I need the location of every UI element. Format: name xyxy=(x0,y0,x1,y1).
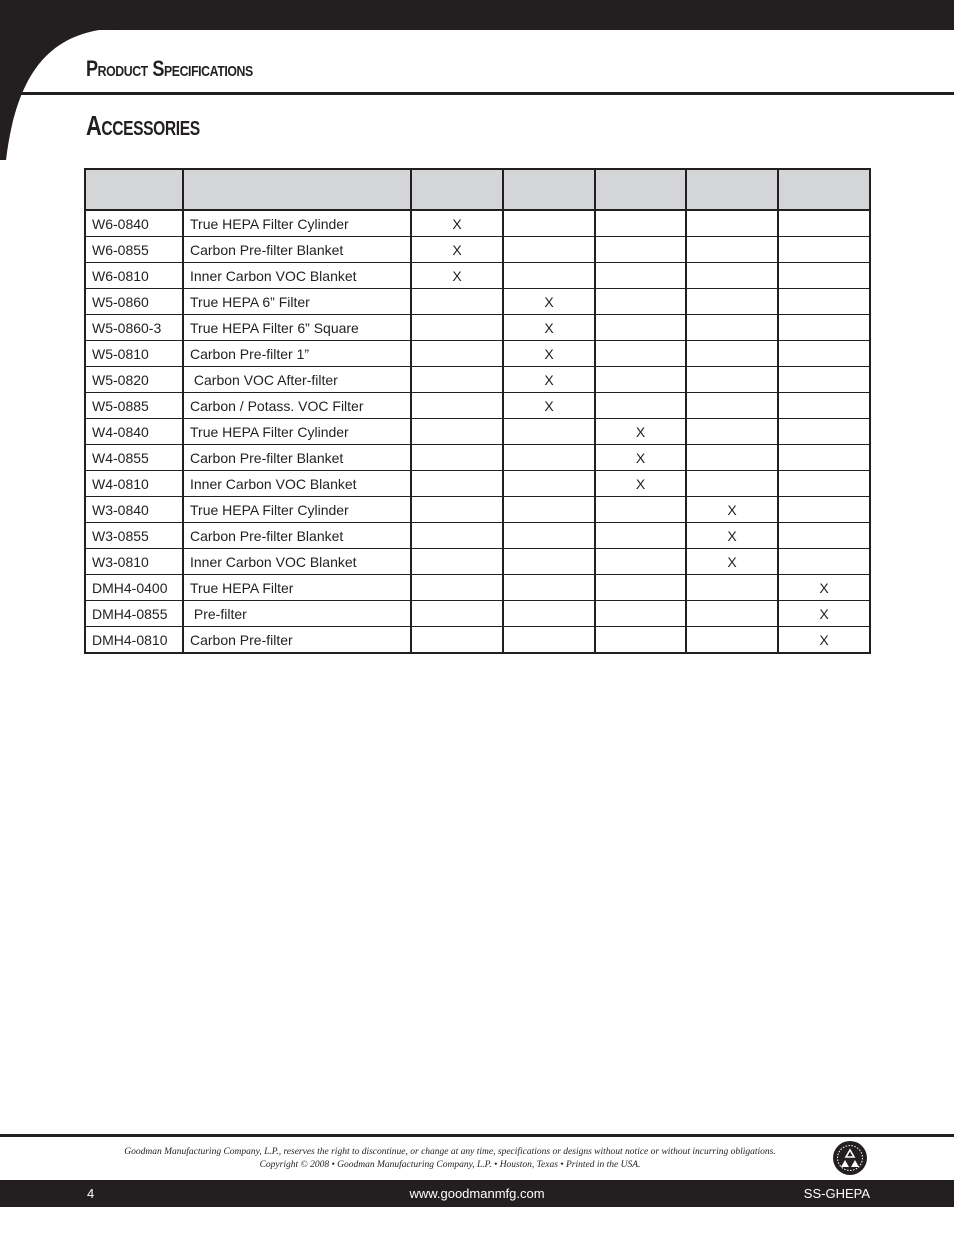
description-cell: Carbon / Potass. VOC Filter xyxy=(183,393,411,419)
recycle-icon xyxy=(832,1140,868,1176)
compatibility-mark-cell xyxy=(595,237,686,263)
part-number-cell: W6-0810 xyxy=(85,263,183,289)
compatibility-mark-cell xyxy=(686,263,778,289)
part-number-cell: W5-0820 xyxy=(85,367,183,393)
compatibility-mark-cell: X xyxy=(778,627,870,654)
compatibility-mark-cell xyxy=(778,237,870,263)
column-header xyxy=(411,169,503,210)
compatibility-mark-cell xyxy=(503,523,595,549)
compatibility-mark-cell xyxy=(595,210,686,237)
table-row xyxy=(85,601,870,627)
part-number-cell: DMH4-0810 xyxy=(85,627,183,654)
page-heading: Accessories xyxy=(86,110,200,141)
column-header xyxy=(183,169,411,210)
table-body xyxy=(85,210,870,653)
compatibility-mark-cell: X xyxy=(686,523,778,549)
column-header xyxy=(686,169,778,210)
description-cell: Carbon VOC After-filter xyxy=(183,367,411,393)
compatibility-mark-cell xyxy=(686,289,778,315)
compatibility-mark-cell xyxy=(778,445,870,471)
compatibility-mark-cell xyxy=(595,341,686,367)
compatibility-mark-cell xyxy=(503,471,595,497)
footer-rule xyxy=(0,1134,954,1137)
compatibility-mark-cell xyxy=(595,263,686,289)
compatibility-mark-cell xyxy=(686,341,778,367)
description-cell: Pre-filter xyxy=(183,601,411,627)
compatibility-mark-cell xyxy=(595,315,686,341)
description-cell: Carbon Pre-filter 1” xyxy=(183,341,411,367)
compatibility-mark-cell xyxy=(686,367,778,393)
table-row xyxy=(85,471,870,497)
column-header xyxy=(503,169,595,210)
part-number-cell: W5-0885 xyxy=(85,393,183,419)
compatibility-mark-cell xyxy=(778,210,870,237)
section-title: Product Specifications xyxy=(86,56,253,81)
compatibility-mark-cell xyxy=(686,471,778,497)
compatibility-mark-cell: X xyxy=(595,445,686,471)
compatibility-mark-cell xyxy=(686,237,778,263)
compatibility-mark-cell xyxy=(503,237,595,263)
description-cell: Carbon Pre-filter Blanket xyxy=(183,523,411,549)
description-cell: True HEPA 6” Filter xyxy=(183,289,411,315)
part-number-cell: W4-0840 xyxy=(85,419,183,445)
part-number-cell: DMH4-0400 xyxy=(85,575,183,601)
compatibility-mark-cell xyxy=(503,601,595,627)
table-row xyxy=(85,237,870,263)
part-number-cell: W3-0810 xyxy=(85,549,183,575)
description-cell: Inner Carbon VOC Blanket xyxy=(183,263,411,289)
compatibility-mark-cell xyxy=(411,601,503,627)
table-row xyxy=(85,263,870,289)
table-row xyxy=(85,497,870,523)
table-row xyxy=(85,315,870,341)
compatibility-mark-cell: X xyxy=(503,341,595,367)
description-cell: Inner Carbon VOC Blanket xyxy=(183,471,411,497)
table-row xyxy=(85,341,870,367)
column-header xyxy=(595,169,686,210)
table-row xyxy=(85,627,870,654)
compatibility-mark-cell xyxy=(595,575,686,601)
compatibility-mark-cell xyxy=(686,601,778,627)
table-row xyxy=(85,210,870,237)
compatibility-mark-cell xyxy=(686,393,778,419)
compatibility-mark-cell: X xyxy=(595,471,686,497)
compatibility-mark-cell xyxy=(503,263,595,289)
compatibility-mark-cell xyxy=(595,393,686,419)
compatibility-mark-cell: X xyxy=(503,393,595,419)
compatibility-mark-cell xyxy=(411,549,503,575)
description-cell: True HEPA Filter Cylinder xyxy=(183,210,411,237)
compatibility-mark-cell xyxy=(595,523,686,549)
copyright-text: Copyright © 2008 • Goodman Manufacturing Company, L.P. • Houston, Texas • Printed in the USA. xyxy=(259,1160,641,1170)
column-header xyxy=(778,169,870,210)
compatibility-mark-cell xyxy=(778,471,870,497)
description-cell: True HEPA Filter Cylinder xyxy=(183,419,411,445)
compatibility-mark-cell xyxy=(595,601,686,627)
document-code: SS-GHEPA xyxy=(803,1186,870,1201)
table-row xyxy=(85,523,870,549)
compatibility-mark-cell: X xyxy=(595,419,686,445)
part-number-cell: W3-0840 xyxy=(85,497,183,523)
compatibility-mark-cell xyxy=(686,315,778,341)
bottom-bar xyxy=(0,1180,954,1207)
top-bar xyxy=(0,0,954,30)
compatibility-mark-cell: X xyxy=(778,601,870,627)
compatibility-mark-cell xyxy=(595,549,686,575)
compatibility-mark-cell xyxy=(778,393,870,419)
compatibility-mark-cell xyxy=(411,445,503,471)
part-number-cell: W3-0855 xyxy=(85,523,183,549)
table-row xyxy=(85,367,870,393)
compatibility-mark-cell xyxy=(503,549,595,575)
website-link[interactable]: www.goodmanmfg.com xyxy=(409,1186,545,1201)
compatibility-mark-cell: X xyxy=(411,237,503,263)
compatibility-mark-cell xyxy=(686,627,778,654)
compatibility-mark-cell xyxy=(778,367,870,393)
table-row xyxy=(85,445,870,471)
compatibility-mark-cell xyxy=(411,523,503,549)
compatibility-mark-cell xyxy=(778,263,870,289)
table-row xyxy=(85,393,870,419)
compatibility-mark-cell xyxy=(686,575,778,601)
compatibility-mark-cell xyxy=(686,419,778,445)
part-number-cell: W4-0810 xyxy=(85,471,183,497)
compatibility-mark-cell xyxy=(503,497,595,523)
compatibility-mark-cell: X xyxy=(686,497,778,523)
compatibility-mark-cell xyxy=(778,497,870,523)
part-number-cell: W5-0860 xyxy=(85,289,183,315)
compatibility-mark-cell xyxy=(778,289,870,315)
compatibility-mark-cell: X xyxy=(411,210,503,237)
compatibility-mark-cell xyxy=(686,445,778,471)
part-number-cell: W4-0855 xyxy=(85,445,183,471)
description-cell: True HEPA Filter Cylinder xyxy=(183,497,411,523)
compatibility-mark-cell xyxy=(686,210,778,237)
part-number-cell: DMH4-0855 xyxy=(85,601,183,627)
compatibility-mark-cell xyxy=(503,419,595,445)
compatibility-mark-cell xyxy=(411,341,503,367)
compatibility-mark-cell: X xyxy=(778,575,870,601)
compatibility-mark-cell xyxy=(411,627,503,654)
compatibility-mark-cell xyxy=(411,419,503,445)
compatibility-mark-cell xyxy=(503,210,595,237)
compatibility-mark-cell xyxy=(411,367,503,393)
compatibility-mark-cell xyxy=(595,627,686,654)
compatibility-mark-cell xyxy=(503,445,595,471)
description-cell: Carbon Pre-filter Blanket xyxy=(183,445,411,471)
compatibility-mark-cell: X xyxy=(686,549,778,575)
compatibility-mark-cell xyxy=(411,289,503,315)
compatibility-mark-cell xyxy=(411,471,503,497)
disclaimer-text: Goodman Manufacturing Company, L.P., reserves the right to discontinue, or change at any time, specifications or designs without notice or without incurring obligations. xyxy=(124,1147,776,1157)
table-header-row xyxy=(85,169,870,210)
compatibility-mark-cell xyxy=(778,549,870,575)
compatibility-mark-cell xyxy=(595,497,686,523)
table-row xyxy=(85,419,870,445)
compatibility-mark-cell xyxy=(411,393,503,419)
compatibility-mark-cell: X xyxy=(503,289,595,315)
compatibility-mark-cell xyxy=(778,315,870,341)
compatibility-mark-cell xyxy=(411,315,503,341)
page-number: 4 xyxy=(87,1186,95,1201)
compatibility-mark-cell xyxy=(778,419,870,445)
description-cell: True HEPA Filter 6” Square xyxy=(183,315,411,341)
table-row xyxy=(85,575,870,601)
compatibility-mark-cell xyxy=(411,575,503,601)
accessories-table xyxy=(84,168,871,654)
part-number-cell: W5-0860-3 xyxy=(85,315,183,341)
compatibility-mark-cell: X xyxy=(503,315,595,341)
part-number-cell: W6-0840 xyxy=(85,210,183,237)
compatibility-mark-cell xyxy=(595,289,686,315)
table-row xyxy=(85,549,870,575)
compatibility-mark-cell xyxy=(503,627,595,654)
description-cell: Carbon Pre-filter Blanket xyxy=(183,237,411,263)
header-rule xyxy=(20,92,954,95)
compatibility-mark-cell: X xyxy=(503,367,595,393)
compatibility-mark-cell xyxy=(778,523,870,549)
compatibility-mark-cell: X xyxy=(411,263,503,289)
compatibility-mark-cell xyxy=(595,367,686,393)
description-cell: Inner Carbon VOC Blanket xyxy=(183,549,411,575)
description-cell: Carbon Pre-filter xyxy=(183,627,411,654)
compatibility-mark-cell xyxy=(778,341,870,367)
compatibility-mark-cell xyxy=(411,497,503,523)
table-row xyxy=(85,289,870,315)
part-number-cell: W6-0855 xyxy=(85,237,183,263)
part-number-cell: W5-0810 xyxy=(85,341,183,367)
description-cell: True HEPA Filter xyxy=(183,575,411,601)
column-header xyxy=(85,169,183,210)
compatibility-mark-cell xyxy=(503,575,595,601)
